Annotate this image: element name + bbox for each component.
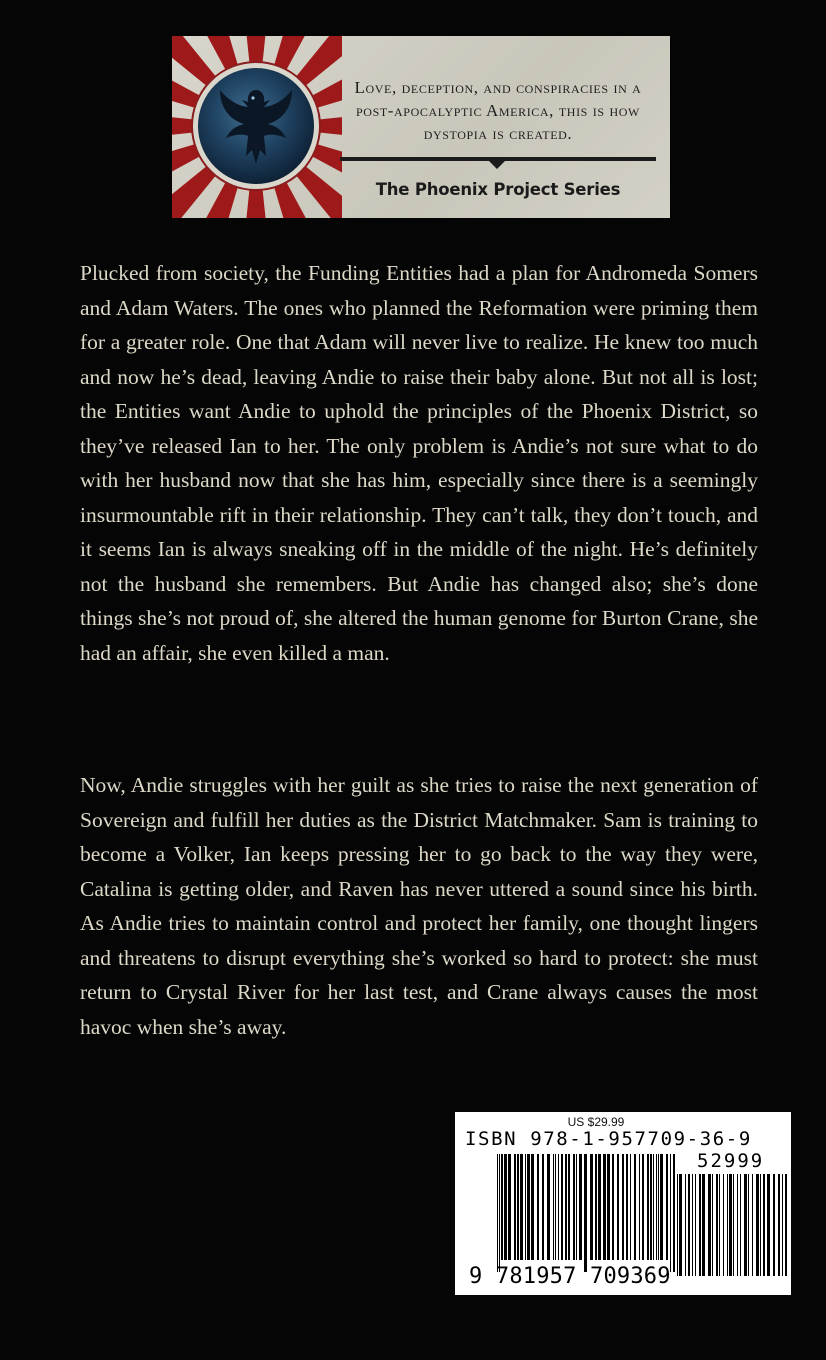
barcode-bar: [497, 1154, 498, 1272]
isbn-label: ISBN 978-1-957709-36-9: [465, 1128, 752, 1150]
barcode-bar: [558, 1154, 559, 1260]
barcode-bar: [756, 1174, 759, 1276]
barcode-bar: [520, 1154, 523, 1260]
barcode-bar: [630, 1154, 631, 1260]
barcode-bar: [508, 1154, 511, 1260]
barcode-bar: [576, 1154, 577, 1260]
barcode-bar: [653, 1154, 654, 1260]
barcode-bar: [778, 1174, 780, 1276]
barcode-bar: [579, 1154, 582, 1260]
barcode-bar: [622, 1154, 624, 1260]
barcode-bar: [666, 1154, 668, 1260]
barcode-bar: [695, 1174, 696, 1276]
barcode-bar: [542, 1154, 544, 1260]
series-title: The Phoenix Project Series: [375, 180, 621, 199]
barcode-bar: [744, 1174, 747, 1276]
barcode-bar: [688, 1174, 690, 1276]
barcode-bar: [553, 1154, 554, 1260]
barcode-bar: [568, 1154, 570, 1260]
barcode-bar: [685, 1174, 686, 1276]
barcode-bar: [590, 1154, 593, 1260]
ean-number: 9 781957 709369: [469, 1264, 671, 1289]
barcode-bar: [603, 1154, 606, 1260]
barcode-bar: [692, 1174, 693, 1276]
barcode-bar: [716, 1174, 718, 1276]
barcode-bar: [679, 1174, 682, 1276]
barcode-bar: [729, 1174, 732, 1276]
isbn-barcode: [455, 1112, 791, 1295]
barcode-bar: [598, 1154, 601, 1260]
barcode-bar: [565, 1154, 567, 1260]
barcode-bar: [727, 1174, 728, 1276]
price-addon-number: 52999: [697, 1150, 765, 1172]
barcode-bar: [748, 1174, 749, 1276]
barcode-bar: [656, 1154, 657, 1260]
barcode-bar: [514, 1154, 516, 1260]
barcode-bar: [642, 1154, 644, 1260]
barcode-bar: [517, 1154, 519, 1260]
blurb-paragraph-1: Plucked from society, the Funding Entities had a plan for Andromeda Somers and Adam Waters. The ones who planned the Reformation were priming them for a greater role. One that Adam will never live to realize. He knew too much and now he’s dead, leaving Andie to raise their baby alone. But not all is lost; the Entities want Andie to uphold the principles of the Phoenix District, so they’ve released Ian to her. The only problem is Andie’s not sure what to do with her husband now that she has him, especially since there is a seemingly insurmountable rift in their relationship. They can’t talk, they don’t touch, and it seems Ian is always sneaking off in the middle of the night. He’s definitely not the husband she remembers. But Andie has changed also; she’s done things she’s not proud of, she altered the human genome for Burton Crane, she had an affair, she even killed a man.: [80, 261, 758, 665]
price-label: US $29.99: [567, 1115, 625, 1129]
barcode-bar: [767, 1174, 770, 1276]
divider-arrow-icon: [488, 160, 506, 169]
barcode-bar: [737, 1174, 738, 1276]
barcode-bar: [658, 1154, 659, 1260]
barcode-bar: [617, 1154, 619, 1260]
barcode-bar: [712, 1174, 713, 1276]
barcode-bar: [527, 1154, 530, 1260]
barcode-bar: [531, 1154, 534, 1260]
blurb-paragraph-2: Now, Andie struggles with her guilt as she tries to raise the next generation of Sovereign and fulfill her duties as the District Matchmaker. Sam is training to become a Volker, Ian keeps pressing her to go back to the way they were, Catalina is getting older, and Raven has never uttered a sound since his birth. As Andie tries to maintain control and protect her family, one thought lingers and threatens to disrupt everything she’s worked so hard to protect: she must return to Crystal River for her last test, and Crane always causes the most havoc when she’s away.: [80, 773, 758, 1039]
barcode-bar: [607, 1154, 610, 1260]
barcode-bar: [647, 1154, 649, 1260]
barcode-bar: [499, 1154, 500, 1272]
barcode-bar: [723, 1174, 724, 1276]
barcode-bar: [555, 1154, 556, 1260]
phoenix-emblem-icon: [190, 60, 322, 192]
barcode-bar: [573, 1154, 575, 1260]
barcode-bar: [504, 1154, 507, 1260]
barcode-bar: [561, 1154, 563, 1260]
barcode-bar: [733, 1174, 734, 1276]
barcode-bar: [525, 1154, 526, 1260]
barcode-bar: [763, 1174, 765, 1276]
barcode-bar: [677, 1174, 678, 1276]
barcode-bar: [660, 1154, 663, 1260]
barcode-bar: [708, 1174, 711, 1276]
barcode-bar: [752, 1174, 753, 1276]
barcode-bar: [595, 1154, 597, 1260]
barcode-bar: [702, 1174, 705, 1276]
barcode-bar: [626, 1154, 628, 1260]
series-banner: [172, 36, 670, 218]
barcode-bar: [547, 1154, 550, 1260]
barcode-bar: [773, 1174, 775, 1276]
barcode-bar: [501, 1154, 503, 1260]
barcode-bar: [537, 1154, 539, 1260]
barcode-bar: [634, 1154, 636, 1260]
barcode-bar: [670, 1154, 671, 1272]
barcode-bar: [719, 1174, 720, 1276]
barcode-bar: [760, 1174, 761, 1276]
ean-barcode-bars: [497, 1154, 675, 1272]
addon-barcode-bars: [677, 1174, 787, 1288]
barcode-bar: [673, 1154, 675, 1272]
barcode-bar: [612, 1154, 614, 1260]
barcode-bar: [699, 1174, 701, 1276]
series-tagline: Love, deception, and conspiracies in a post-apocalyptic America, this is how dystopia is created.: [354, 78, 642, 143]
barcode-bar: [740, 1174, 741, 1276]
barcode-bar: [650, 1154, 652, 1260]
barcode-bar: [782, 1174, 783, 1276]
barcode-bar: [785, 1174, 787, 1276]
barcode-bar: [584, 1154, 587, 1272]
barcode-bar: [639, 1154, 640, 1260]
